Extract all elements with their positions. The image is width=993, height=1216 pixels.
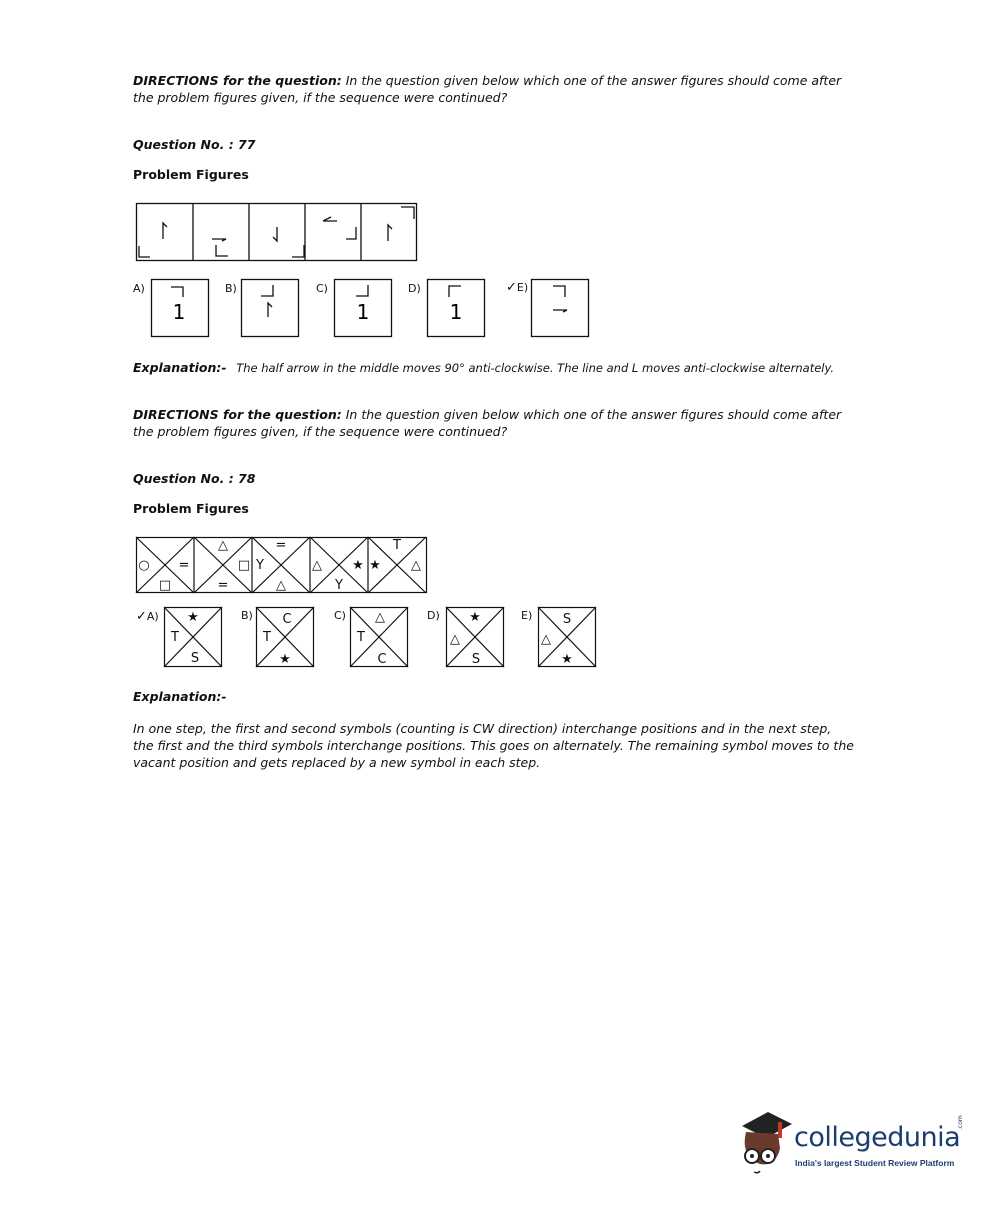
q78-opt-b-bottom: ★ bbox=[279, 652, 291, 667]
q77-option-d-label: D) bbox=[408, 282, 421, 295]
q78-option-a-label: A) bbox=[146, 610, 159, 623]
q77-option-b-label: B) bbox=[225, 282, 237, 295]
q78-question-number: Question No. : 78 bbox=[133, 471, 256, 486]
q78-problem-figures-label: Problem Figures bbox=[133, 501, 249, 516]
q77-option-a-label: A) bbox=[133, 282, 145, 295]
mascot-logo-icon bbox=[738, 1108, 794, 1178]
q78-opt-e-top: S bbox=[562, 612, 572, 627]
q77-option-e-label-wrap bbox=[506, 280, 528, 295]
q78-pf2-top: △ bbox=[218, 538, 228, 553]
q78-opt-c-bottom: C bbox=[377, 652, 387, 667]
q78-option-c-label: C) bbox=[334, 609, 346, 622]
q78-pf2-bottom: = bbox=[217, 578, 229, 593]
q77-option-c-digit: 1 bbox=[356, 300, 370, 324]
q77-problem-figures-label: Problem Figures bbox=[133, 167, 249, 182]
q78-pf3-bottom: △ bbox=[276, 578, 286, 593]
q77-option-c-label: C) bbox=[316, 282, 328, 295]
q78-opt-a-top: ★ bbox=[187, 610, 199, 625]
q78-correct-check-icon: ✓ bbox=[136, 609, 147, 624]
q77-directions-label: DIRECTIONS for the question: bbox=[133, 73, 342, 88]
q77-option-e-label: E) bbox=[516, 281, 529, 294]
q78-pf4-bottom: Y bbox=[335, 578, 343, 593]
q78-option-c[interactable] bbox=[350, 607, 408, 667]
brand-tagline: India's largest Student Review Platform bbox=[795, 1158, 955, 1168]
q78-pf3-left: Y bbox=[256, 558, 264, 573]
q77-option-a-digit: 1 bbox=[172, 300, 186, 324]
q77-option-b[interactable] bbox=[241, 279, 299, 337]
q78-pf5-left: ★ bbox=[369, 558, 381, 573]
q78-opt-a-bottom: S bbox=[190, 651, 200, 666]
q77-option-d-digit: 1 bbox=[449, 300, 463, 324]
q78-option-a[interactable] bbox=[164, 607, 222, 667]
q78-opt-d-top: ★ bbox=[469, 610, 481, 625]
q78-pf1-bottom: □ bbox=[158, 578, 172, 593]
q78-opt-e-bottom: ★ bbox=[561, 652, 573, 667]
q77-explanation-text: The half arrow in the middle moves 90° anti-clockwise. The line and L moves anti-clockwise alternately. bbox=[236, 361, 835, 375]
q77-directions-text: In the question given below which one of the answer figures should come after the problem figures given, if the sequence were continued? bbox=[133, 73, 842, 105]
q78-explanation-text: In one step, the first and second symbols (counting is CW direction) interchange positions and in the next step, the first and the third symbols interchange positions. This goes on alternately. The remaining symbol moves to the vacant position and gets replaced by a new symbol in each step. bbox=[133, 721, 854, 770]
q78-opt-d-left: △ bbox=[450, 632, 460, 647]
q77-option-a[interactable] bbox=[151, 279, 209, 337]
q77-option-d[interactable] bbox=[427, 279, 485, 337]
q78-opt-c-left: T bbox=[357, 630, 365, 645]
q77-problem-figures bbox=[136, 203, 418, 261]
q77-directions bbox=[133, 72, 863, 106]
q78-opt-b-top: C bbox=[282, 612, 292, 627]
q77-explanation bbox=[133, 360, 893, 375]
q78-pf3-right: △ bbox=[312, 558, 322, 573]
q78-option-d-label: D) bbox=[427, 609, 440, 622]
q78-pf5-right: △ bbox=[411, 558, 421, 573]
q78-option-e[interactable] bbox=[538, 607, 596, 667]
q77-correct-check-icon: ✓ bbox=[506, 280, 517, 295]
q78-opt-d-bottom: S bbox=[471, 652, 481, 667]
q78-pf1-right: = bbox=[178, 558, 190, 573]
q78-opt-c-top: △ bbox=[375, 610, 385, 625]
q78-opt-e-left: △ bbox=[541, 632, 551, 647]
q78-pf2-right: □ bbox=[237, 558, 251, 573]
q77-explanation-label: Explanation:- bbox=[133, 360, 227, 375]
q78-pf3-top: = bbox=[275, 538, 287, 553]
brand-name: collegedunia bbox=[794, 1122, 961, 1153]
q78-pf1-left: ○ bbox=[138, 558, 150, 573]
q78-option-b-label: B) bbox=[241, 609, 253, 622]
q77-question-number: Question No. : 77 bbox=[133, 137, 256, 152]
q78-directions-text: In the question given below which one of the answer figures should come after the problem figures given, if the sequence were continued? bbox=[133, 407, 842, 439]
q78-option-b[interactable] bbox=[256, 607, 314, 667]
q78-pf5-top: T bbox=[393, 538, 401, 553]
q78-opt-a-left: T bbox=[171, 630, 179, 645]
q78-option-a-label-wrap bbox=[136, 609, 159, 624]
q78-directions-label: DIRECTIONS for the question: bbox=[133, 407, 342, 422]
q78-explanation-label: Explanation:- bbox=[133, 689, 227, 704]
q77-option-e[interactable] bbox=[531, 279, 589, 337]
q78-pf4-right: ★ bbox=[352, 558, 364, 573]
brand-suffix: .com bbox=[957, 1115, 964, 1130]
q78-option-e-label: E) bbox=[521, 609, 533, 622]
q77-option-c[interactable] bbox=[334, 279, 392, 337]
q78-problem-figures bbox=[136, 537, 428, 593]
q78-option-d[interactable] bbox=[446, 607, 504, 667]
q78-directions bbox=[133, 406, 863, 440]
q78-explanation-label-wrap bbox=[133, 689, 227, 704]
q78-opt-b-left: T bbox=[263, 630, 271, 645]
